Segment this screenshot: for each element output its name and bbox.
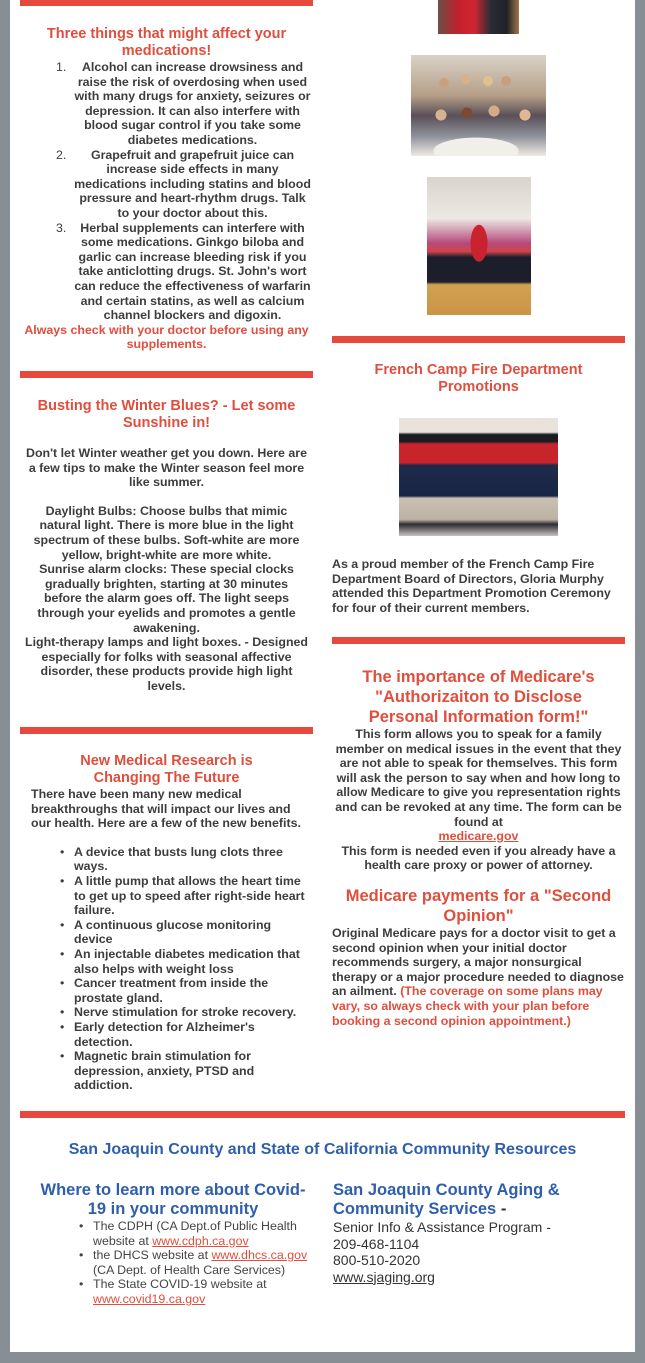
section-divider xyxy=(332,637,625,644)
photo-group-at-table xyxy=(411,55,546,156)
list-item: • Nerve stimulation for stroke recovery. xyxy=(74,1005,313,1020)
cdph-link[interactable]: www.cdph.ca.gov xyxy=(152,1233,249,1248)
list-item xyxy=(93,1248,320,1277)
medications-title: Three things that might affect your medications! xyxy=(46,26,287,59)
list-number: 2. xyxy=(56,147,67,162)
list-number: 1. xyxy=(56,60,67,74)
winter-tip: Sunrise alarm clocks: These special clocks gradually brighten, starting at 30 minutes before the alarm goes off. The light seeps through your eyelids and promotes a gentle awakening. xyxy=(37,562,296,635)
medications-list xyxy=(20,60,313,323)
list-item xyxy=(20,148,313,221)
list-item: • Cancer treatment from inside the prostate gland. xyxy=(74,976,313,1005)
fire-title: French Camp Fire Department Promotions xyxy=(374,362,583,395)
list-item xyxy=(93,1277,320,1306)
medicare-auth-text: This form allows you to speak for a family member on medical issues in the event that they are not able to speak for themselves. This form will ask the person to say when and how long to allow Medicare to give you representation rights and can be revoked at any time. The form can be found at xyxy=(335,727,622,829)
medicare-auth-body xyxy=(332,727,625,873)
research-intro: There have been many new medical breakthroughs that will impact our lives and our health. Here are a few of the new benefits. xyxy=(31,787,301,831)
second-opinion-text: Original Medicare pays for a doctor visit to get a second opinion when your initial doctor recommends surgery, a major nonsurgical therapy or a major procedure needed to diagnose an ailment. xyxy=(332,926,624,999)
list-item: • Magnetic brain stimulation for depression, anxiety, PTSD and addiction. xyxy=(74,1049,313,1093)
covid-title: Where to learn more about Covid-19 in your community xyxy=(40,1181,306,1218)
list-item: • A device that busts lung clots three ways. xyxy=(74,845,313,874)
list-item: • A continuous glucose monitoring device xyxy=(74,918,313,947)
list-item-text: Alcohol can increase drowsiness and raise the risk of overdosing when used with many drugs for anxiety, seizures or depression. It can also interfere with blood sugar control if you take some diabetes medications. xyxy=(74,60,311,147)
aging-dash: - xyxy=(496,1200,507,1218)
research-list xyxy=(20,845,313,1093)
list-item-text: (CA Dept. of Health Care Services) xyxy=(93,1262,286,1277)
aging-heading xyxy=(333,1181,623,1219)
medicare-auth-footer: This form is needed even if you already have a health care proxy or power of attorney. xyxy=(341,843,616,873)
photo-firefighters-lineup xyxy=(399,418,558,536)
photo-two-women xyxy=(438,0,519,34)
aging-phone-1: 209-468-1104 xyxy=(333,1235,420,1252)
second-opinion-section xyxy=(332,886,625,1028)
winter-title: Busting the Winter Blues? - Let some Sunshine in! xyxy=(37,398,296,431)
fire-body: As a proud member of the French Camp Fire Department Board of Directors, Gloria Murphy attended this Department Promotion Ceremony for four of their current members. xyxy=(332,557,611,615)
list-item xyxy=(20,221,313,323)
list-item-text: Grapefruit and grapefruit juice can increase side effects in many medications including statins and blood pressure and heart-rhythm drugs. Talk to your doctor about this. xyxy=(74,147,311,220)
list-item-text: The CDPH (CA Dept.of Public Health website at xyxy=(93,1219,297,1248)
winter-section xyxy=(20,398,313,694)
second-opinion-title: Medicare payments for a "Second Opinion" xyxy=(345,887,612,925)
aging-title: San Joaquin County Aging & Community Services xyxy=(333,1181,560,1218)
second-opinion-body xyxy=(332,926,625,1028)
supplements-warning: Always check with your doctor before using any supplements. xyxy=(24,322,309,352)
list-item: • An injectable diabetes medication that also helps with weight loss xyxy=(74,947,313,976)
medicare-gov-link[interactable]: medicare.gov xyxy=(438,829,519,844)
dhcs-link[interactable]: www.dhcs.ca.gov xyxy=(211,1248,308,1263)
medicare-auth-title: The importance of Medicare's "Authorizaiton to Disclose Personal Information form!" xyxy=(362,668,595,726)
covid-resources xyxy=(20,1181,320,1307)
section-divider xyxy=(20,1111,625,1118)
covid-links-list xyxy=(20,1219,320,1307)
list-item xyxy=(93,1219,320,1248)
list-item xyxy=(20,60,313,148)
aging-resources xyxy=(333,1181,623,1285)
research-title: New Medical Research is Changing The Future xyxy=(80,753,253,786)
section-divider xyxy=(20,727,313,734)
resources-title: San Joaquin County and State of California Community Resources xyxy=(68,1141,577,1158)
list-number: 3. xyxy=(56,220,67,235)
section-divider xyxy=(20,371,313,378)
medicare-auth-section xyxy=(332,667,625,873)
photo-woman-with-toy-drive xyxy=(427,177,531,315)
fire-section xyxy=(332,362,625,615)
list-item-text: the DHCS website at xyxy=(93,1248,212,1263)
research-section xyxy=(20,753,313,1093)
covid19-link[interactable]: www.covid19.ca.gov xyxy=(93,1291,206,1306)
medications-section xyxy=(20,26,313,352)
section-divider xyxy=(20,0,313,6)
list-item-text: Herbal supplements can interfere with some medications. Ginkgo biloba and garlic can increase bleeding risk if you take anticlotting drugs. St. John's wort can reduce the effectiveness of warfarin and certain statins, as well as calcium channel blockers and digoxin. xyxy=(74,220,311,323)
sjaging-link[interactable]: www.sjaging.org xyxy=(333,1268,435,1285)
winter-tip: Light-therapy lamps and light boxes. - Designed especially for folks with seasonal affective disorder, these products provide high light levels. xyxy=(25,635,308,693)
aging-phone-2: 800-510-2020 xyxy=(333,1252,421,1268)
second-opinion-note: (The coverage on some plans may vary, so always check with your plan before booking a second opinion appointment.) xyxy=(332,984,603,1028)
list-item-text: The State COVID-19 website at xyxy=(93,1277,267,1292)
section-divider xyxy=(332,336,625,343)
winter-tip: Daylight Bulbs: Choose bulbs that mimic natural light. There is more blue in the light spectrum of these bulbs. Soft-white are more yellow, bright-white are more white. xyxy=(33,503,300,562)
list-item: • A little pump that allows the heart time to get up to speed after right-side heart failure. xyxy=(74,874,313,918)
aging-program: Senior Info & Assistance Program - xyxy=(333,1219,551,1235)
list-item: • Early detection for Alzheimer's detection. xyxy=(74,1020,313,1049)
winter-intro: Don't let Winter weather get you down. Here are a few tips to make the Winter season feel more like summer. xyxy=(26,446,307,490)
